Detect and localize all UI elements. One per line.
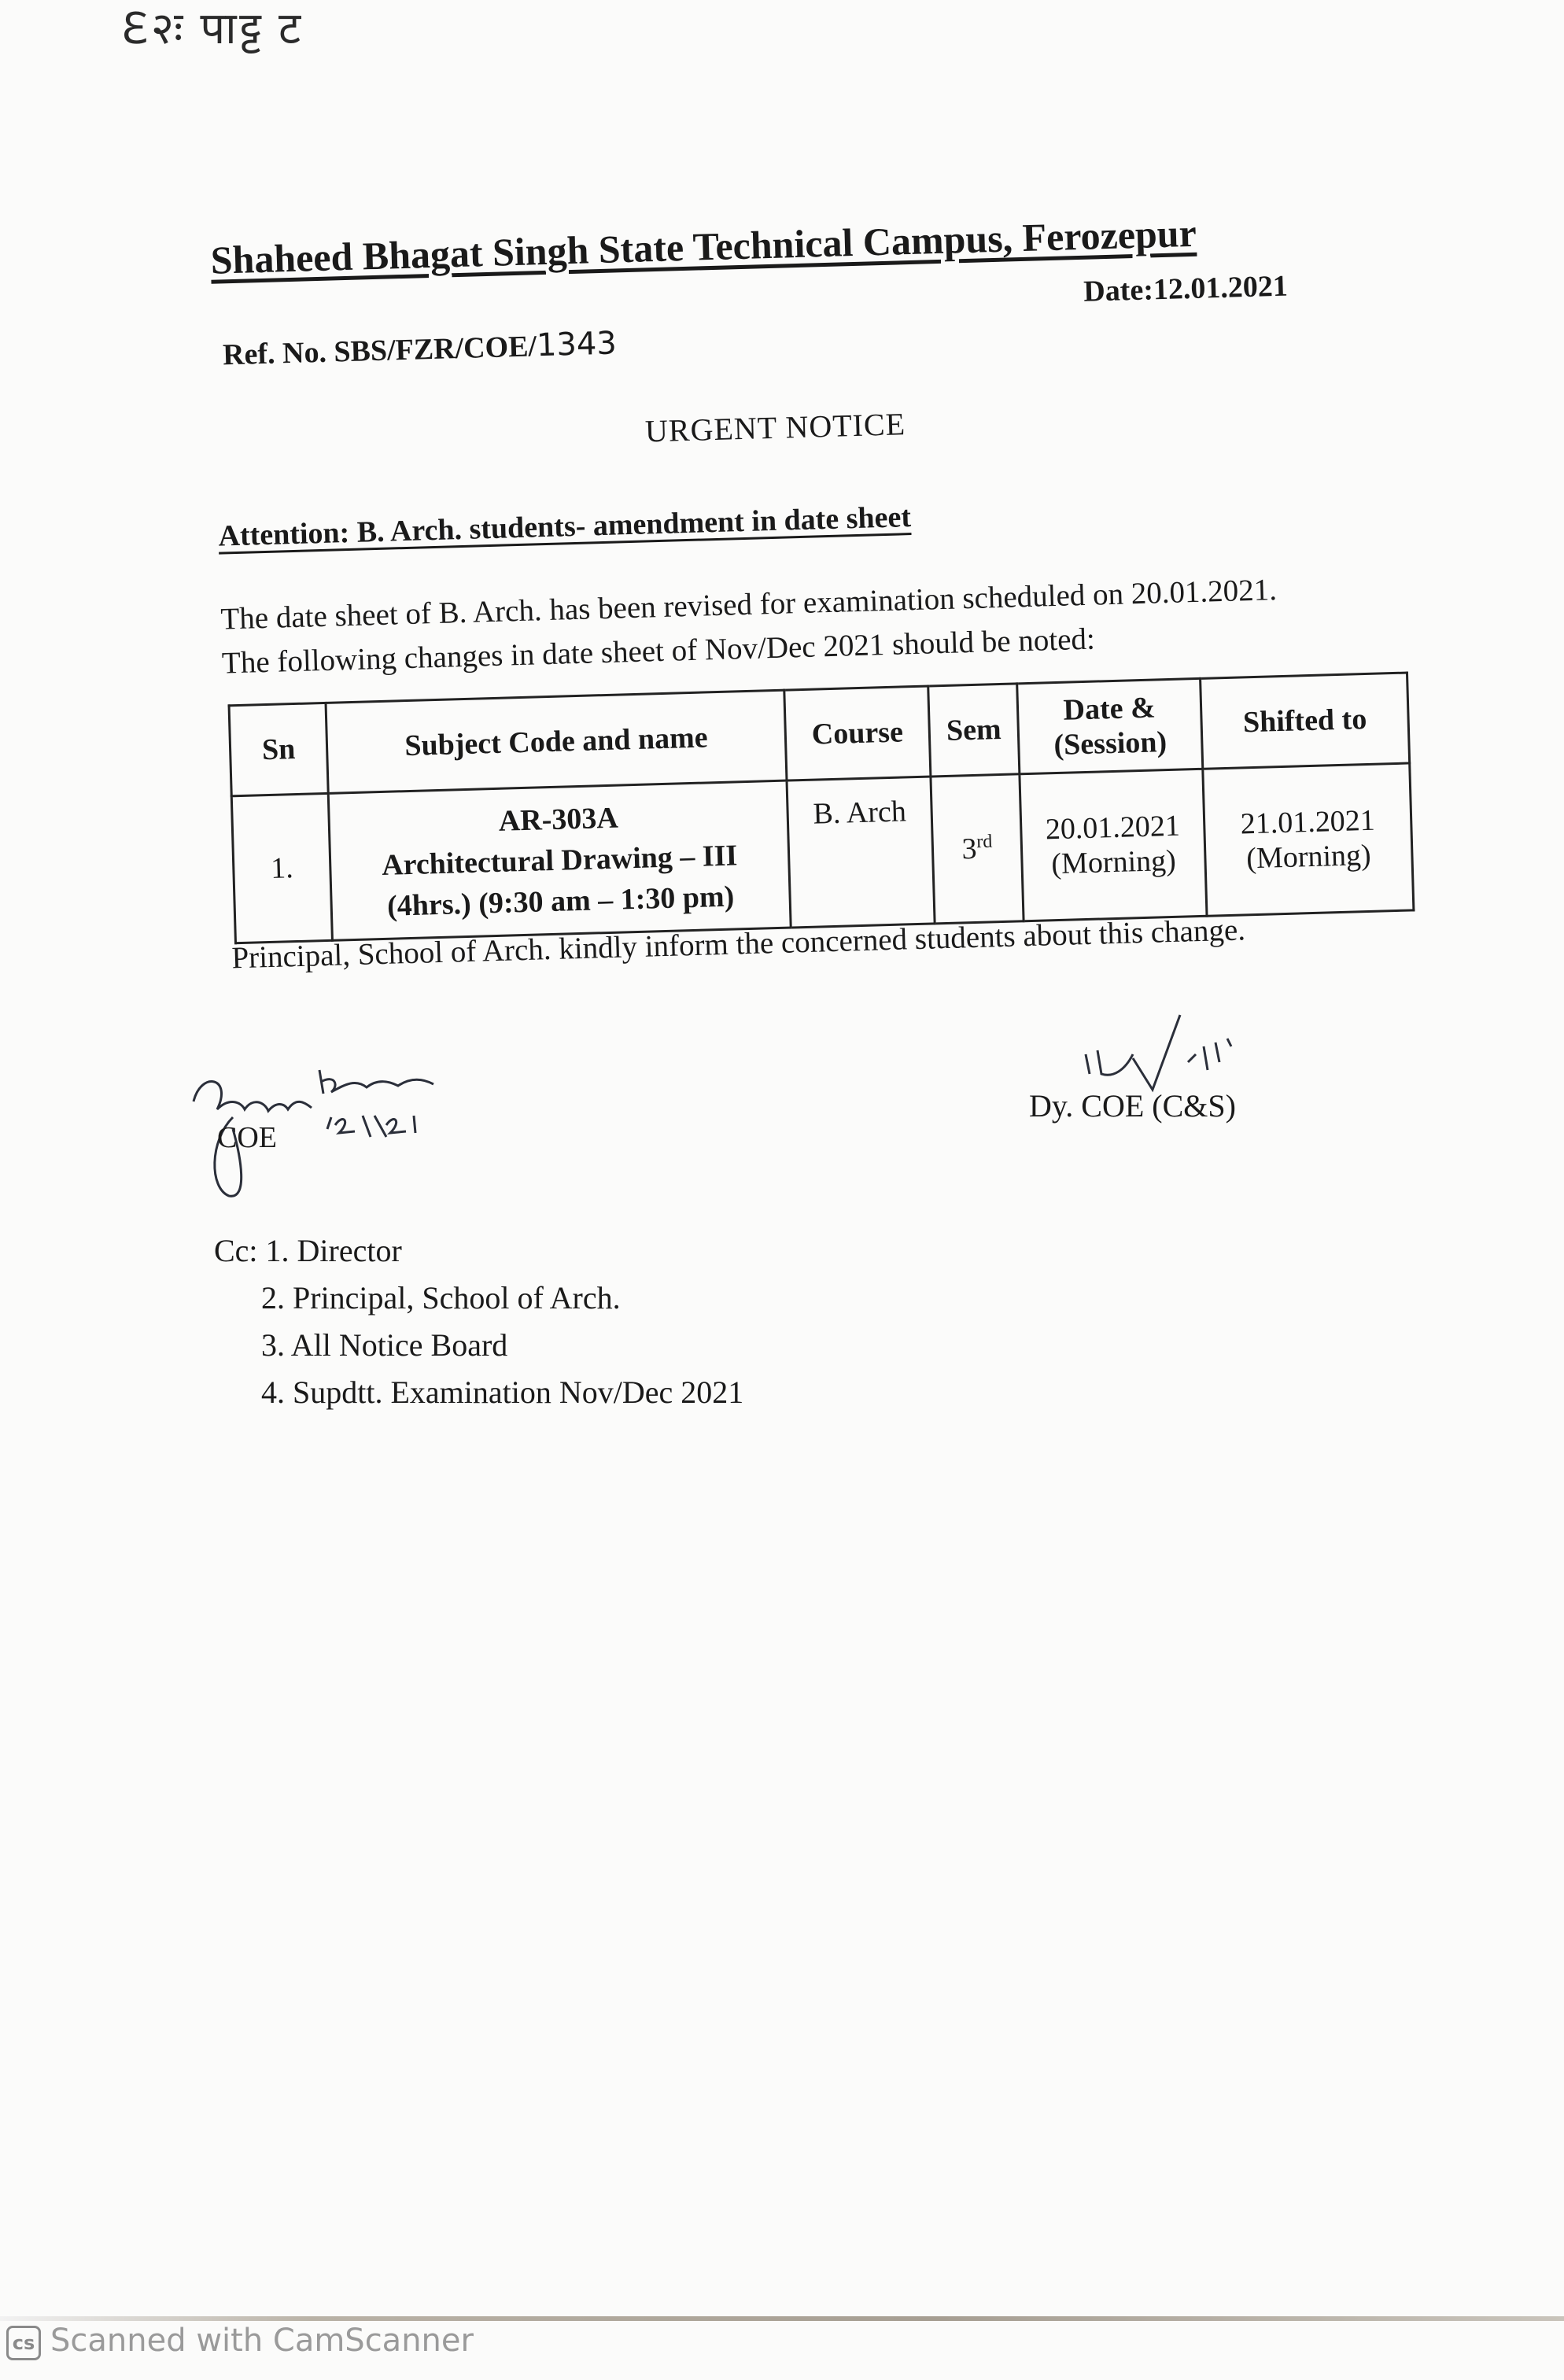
cc-item: 4. Supdtt. Examination Nov/Dec 2021 (261, 1374, 744, 1410)
date-change-table (228, 671, 1415, 944)
cell-sn: 1. (231, 793, 332, 943)
scanner-watermark: Scanned with CamScanner (50, 2323, 474, 2359)
institution-name: Shaheed Bhagat Singh State Technical Campus, Ferozepur (209, 210, 1197, 282)
shifted-date: 21.01.2021 (1240, 803, 1376, 841)
header-sn: Sn (229, 703, 328, 795)
scan-edge-line (0, 2316, 1564, 2321)
dy-coe-label: Dy. COE (C&S) (1029, 1088, 1236, 1124)
principal-instruction: Principal, School of Arch. kindly inform the concerned students about this change. (231, 913, 1246, 976)
cc-item: 2. Principal, School of Arch. (261, 1280, 621, 1315)
paragraph-line: The following changes in date sheet of Nov/Dec 2021 should be noted: (221, 622, 1096, 681)
notice-title: URGENT NOTICE (644, 406, 906, 449)
reference-prefix: Ref. No. SBS/FZR/COE/ (222, 330, 537, 372)
header-date (1017, 678, 1203, 773)
cc-label: Cc: 1. Director (214, 1233, 402, 1268)
handwritten-scribble: ℇ२ः पाट्ट ट (122, 5, 304, 54)
header-date-line1: Date & (1062, 691, 1156, 727)
header-subject: Subject Code and name (326, 690, 787, 793)
dy-coe-signature (1078, 999, 1259, 1101)
cell-shifted (1203, 763, 1414, 916)
attention-line: Attention: B. Arch. students- amendment in date sheet (217, 500, 912, 553)
cc-list (214, 1227, 743, 1416)
paragraph-line: The date sheet of B. Arch. has been revised for examination scheduled on 20.01.2021. (219, 573, 1278, 637)
subject-time: (4hrs.) (9:30 am – 1:30 pm) (386, 880, 735, 923)
coe-label: COE (217, 1121, 277, 1154)
cell-course: B. Arch (787, 777, 935, 928)
reference-handwritten-number: 1343 (536, 325, 618, 364)
cell-date (1020, 769, 1207, 921)
header-sem: Sem (928, 684, 1020, 777)
notice-date: Date:12.01.2021 (1083, 269, 1289, 308)
reference-number (222, 325, 617, 372)
notice-paragraph (220, 568, 1279, 685)
date-session: (Morning) (1050, 843, 1177, 881)
date-value: 20.01.2021 (1045, 809, 1181, 847)
sem-value: 3 (961, 832, 978, 866)
cell-subject (328, 780, 791, 940)
subject-name: Architectural Drawing – III (381, 839, 738, 882)
subject-code: AR-303A (498, 801, 619, 838)
sem-suffix: rd (976, 831, 993, 853)
header-date-line2: (Session) (1053, 725, 1167, 762)
cc-item: 3. All Notice Board (261, 1327, 508, 1363)
shifted-session: (Morning) (1245, 838, 1372, 876)
header-course: Course (784, 686, 931, 780)
camscanner-icon: cs (6, 2326, 41, 2360)
cell-sem (931, 774, 1024, 924)
header-shifted: Shifted to (1201, 673, 1410, 769)
